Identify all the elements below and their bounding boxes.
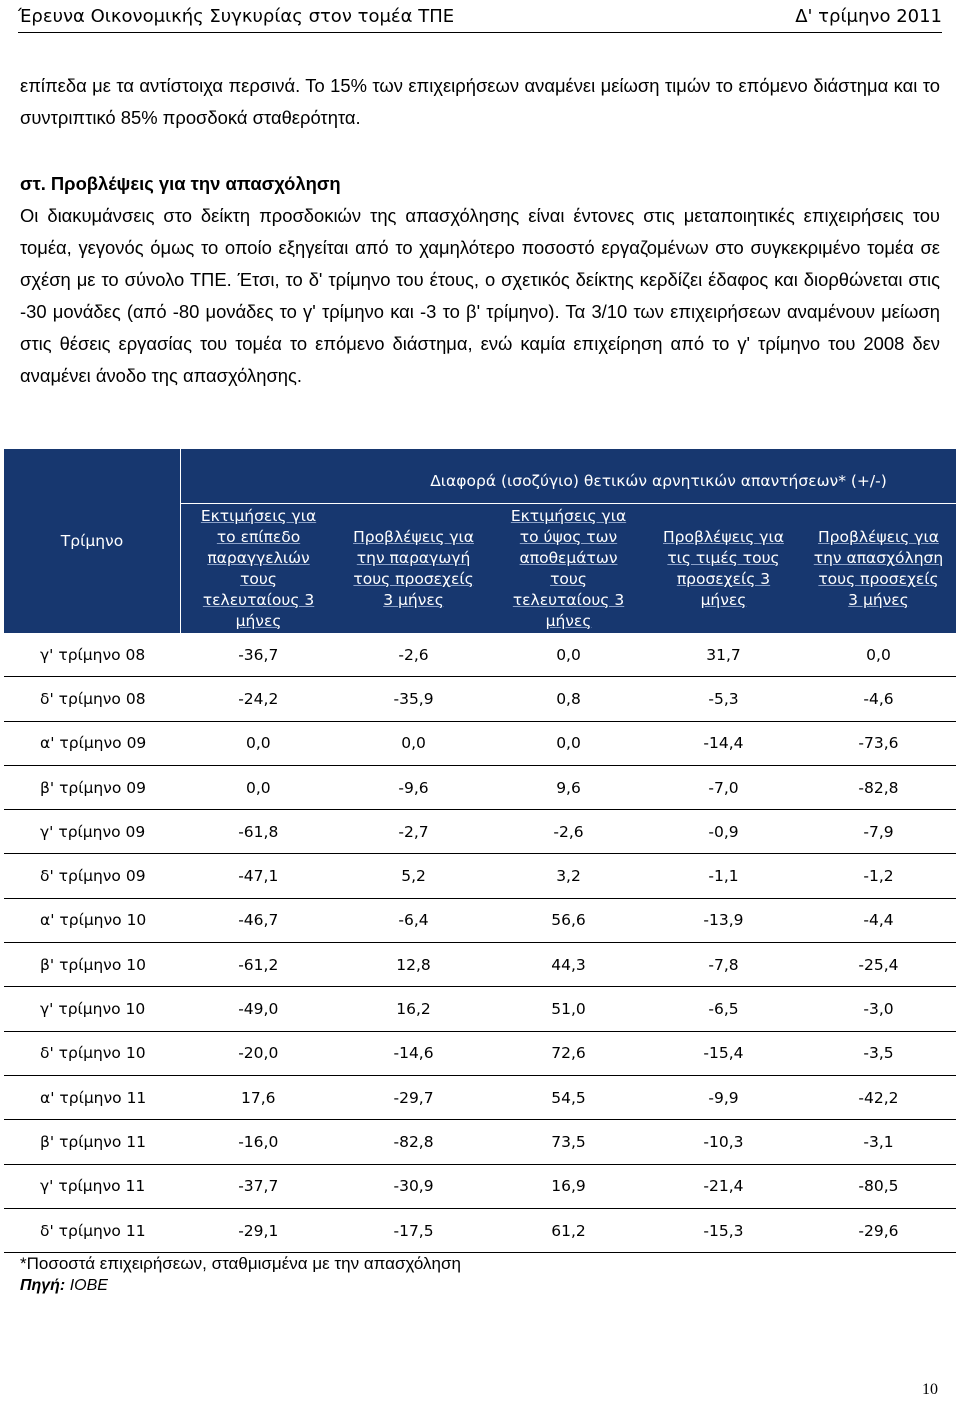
- value-cell: 54,5: [491, 1075, 646, 1119]
- value-cell: -35,9: [336, 677, 491, 721]
- column-header-text: Προβλέψεις για την παραγωγή τους προσεχείς 3 μήνες: [353, 527, 475, 609]
- value-cell: -30,9: [336, 1164, 491, 1208]
- quarter-cell: γ' τρίμηνο 08: [4, 633, 181, 677]
- value-cell: -29,6: [801, 1208, 956, 1252]
- value-cell: -5,3: [646, 677, 801, 721]
- footnote: *Ποσοστά επιχειρήσεων, σταθμισμένα με την απασχόληση: [20, 1254, 461, 1273]
- value-cell: 5,2: [336, 854, 491, 898]
- value-cell: -49,0: [181, 987, 337, 1031]
- quarter-cell: α' τρίμηνο 09: [4, 721, 181, 765]
- value-cell: 16,2: [336, 987, 491, 1031]
- value-cell: -16,0: [181, 1120, 337, 1164]
- quarter-cell: δ' τρίμηνο 11: [4, 1208, 181, 1252]
- quarter-cell: γ' τρίμηνο 10: [4, 987, 181, 1031]
- value-cell: 9,6: [491, 765, 646, 809]
- column-header-text: Προβλέψεις για τις τιμές τους προσεχείς 3 μήνες: [663, 527, 784, 609]
- value-cell: -3,1: [801, 1120, 956, 1164]
- value-cell: -2,6: [491, 810, 646, 854]
- value-cell: -17,5: [336, 1208, 491, 1252]
- table-row: [4, 765, 956, 809]
- column-header-1: [181, 504, 337, 634]
- value-cell: -42,2: [801, 1075, 956, 1119]
- table-row: [4, 1075, 956, 1119]
- source-label: Πηγή:: [20, 1277, 66, 1294]
- value-cell: -13,9: [646, 898, 801, 942]
- value-cell: -4,6: [801, 677, 956, 721]
- quarter-cell: δ' τρίμηνο 08: [4, 677, 181, 721]
- report-period: Δ' τρίμηνο 2011: [795, 6, 942, 27]
- column-header-text: Εκτιμήσεις για το επίπεδο παραγγελιών τους τελευταίους 3 μήνες: [200, 506, 317, 630]
- report-title: Έρευνα Οικονομικής Συγκυρίας στον τομέα ΤΠΕ: [18, 6, 455, 27]
- value-cell: -61,8: [181, 810, 337, 854]
- value-cell: -73,6: [801, 721, 956, 765]
- column-header-text: Εκτιμήσεις για το ύψος των αποθεμάτων τους τελευταίους 3 μήνες: [510, 506, 627, 630]
- value-cell: -9,6: [336, 765, 491, 809]
- table-row: [4, 854, 956, 898]
- quarter-cell: α' τρίμηνο 10: [4, 898, 181, 942]
- value-cell: 51,0: [491, 987, 646, 1031]
- value-cell: 61,2: [491, 1208, 646, 1252]
- value-cell: -1,1: [646, 854, 801, 898]
- value-cell: -37,7: [181, 1164, 337, 1208]
- column-header-4: [646, 504, 801, 634]
- source-line: [20, 1277, 108, 1295]
- table-row: [4, 1031, 956, 1075]
- value-cell: 0,0: [491, 721, 646, 765]
- table-row: [4, 810, 956, 854]
- section-paragraph: Οι διακυμάνσεις στο δείκτη προσδοκιών της απασχόλησης είναι έντονες στις μεταποιητικές επιχειρήσεις του τομέα, γεγονός όμως το οποίο εξηγείται από το χαμηλότερο ποσοστό εργαζομένων στο συγκεκριμένο τομέα σε σχέση με το σύνολο ΤΠΕ. Έτσι, το δ' τρίμηνο του έτους, ο σχετικός δείκτης κερδίζει έδαφος και διορθώνεται στις -30 μονάδες (από -80 μονάδες το γ' τρίμηνο και -3 το β' τρίμηνο). Τα 3/10 των επιχειρήσεων αναμένουν μείωση στις θέσεις εργασίας του τομέα το επόμενο διάστημα, ενώ καμία επιχείρηση από το γ' τρίμηνο του 2008 δεν αναμένει άνοδο της απασχόλησης.: [20, 205, 940, 386]
- quarter-cell: β' τρίμηνο 11: [4, 1120, 181, 1164]
- quarter-cell: α' τρίμηνο 11: [4, 1075, 181, 1119]
- page-header: [18, 2, 942, 33]
- value-cell: -82,8: [336, 1120, 491, 1164]
- table-row: [4, 987, 956, 1031]
- value-cell: -47,1: [181, 854, 337, 898]
- balance-table: [4, 449, 956, 1253]
- value-cell: 0,8: [491, 677, 646, 721]
- value-cell: 0,0: [336, 721, 491, 765]
- value-cell: -4,4: [801, 898, 956, 942]
- value-cell: 73,5: [491, 1120, 646, 1164]
- value-cell: -9,9: [646, 1075, 801, 1119]
- column-header-2: [336, 504, 491, 634]
- super-header-text: Διαφορά (ισοζύγιο) θετικών αρνητικών απαντήσεων* (+/-): [430, 472, 887, 490]
- value-cell: -2,6: [336, 633, 491, 677]
- quarter-column-header: Τρίμηνο: [4, 449, 181, 633]
- value-cell: -20,0: [181, 1031, 337, 1075]
- value-cell: 72,6: [491, 1031, 646, 1075]
- value-cell: -29,1: [181, 1208, 337, 1252]
- value-cell: -14,6: [336, 1031, 491, 1075]
- value-cell: -3,0: [801, 987, 956, 1031]
- section-number: στ.: [20, 173, 46, 194]
- value-cell: -3,5: [801, 1031, 956, 1075]
- table-row: [4, 633, 956, 677]
- table-row: [4, 677, 956, 721]
- value-cell: 17,6: [181, 1075, 337, 1119]
- table-row: [4, 721, 956, 765]
- value-cell: 3,2: [491, 854, 646, 898]
- column-header-3: [491, 504, 646, 634]
- value-cell: -25,4: [801, 943, 956, 987]
- quarter-cell: β' τρίμηνο 09: [4, 765, 181, 809]
- value-cell: -10,3: [646, 1120, 801, 1164]
- table-row: [4, 943, 956, 987]
- table-row: [4, 898, 956, 942]
- value-cell: 31,7: [646, 633, 801, 677]
- table-row: [4, 1164, 956, 1208]
- value-cell: -6,4: [336, 898, 491, 942]
- quarter-cell: δ' τρίμηνο 10: [4, 1031, 181, 1075]
- value-cell: -6,5: [646, 987, 801, 1031]
- section-heading: [20, 168, 341, 200]
- value-cell: -7,8: [646, 943, 801, 987]
- value-cell: -80,5: [801, 1164, 956, 1208]
- table-super-header: [181, 449, 957, 504]
- value-cell: -2,7: [336, 810, 491, 854]
- value-cell: 12,8: [336, 943, 491, 987]
- value-cell: -7,9: [801, 810, 956, 854]
- quarter-cell: β' τρίμηνο 10: [4, 943, 181, 987]
- value-cell: 0,0: [801, 633, 956, 677]
- quarter-cell: γ' τρίμηνο 11: [4, 1164, 181, 1208]
- table-row: [4, 1120, 956, 1164]
- value-cell: -21,4: [646, 1164, 801, 1208]
- value-cell: -0,9: [646, 810, 801, 854]
- value-cell: 16,9: [491, 1164, 646, 1208]
- value-cell: -15,3: [646, 1208, 801, 1252]
- value-cell: -82,8: [801, 765, 956, 809]
- value-cell: -15,4: [646, 1031, 801, 1075]
- value-cell: -29,7: [336, 1075, 491, 1119]
- intro-paragraph: επίπεδα με τα αντίστοιχα περσινά. Το 15% των επιχειρήσεων αναμένει μείωση τιμών το επόμενο διάστημα και το συντριπτικό 85% προσδοκά σταθερότητα.: [20, 75, 940, 128]
- value-cell: -61,2: [181, 943, 337, 987]
- value-cell: -36,7: [181, 633, 337, 677]
- quarter-cell: δ' τρίμηνο 09: [4, 854, 181, 898]
- value-cell: -14,4: [646, 721, 801, 765]
- section-title: Προβλέψεις για την απασχόληση: [50, 173, 341, 194]
- column-header-text: Προβλέψεις για την απασχόληση τους προσεχείς 3 μήνες: [813, 527, 944, 609]
- value-cell: -1,2: [801, 854, 956, 898]
- page-number: 10: [922, 1381, 938, 1398]
- value-cell: -24,2: [181, 677, 337, 721]
- source-value: ΙΟΒΕ: [69, 1277, 108, 1294]
- column-header-5: [801, 504, 956, 634]
- quarter-cell: γ' τρίμηνο 09: [4, 810, 181, 854]
- value-cell: -46,7: [181, 898, 337, 942]
- value-cell: 0,0: [181, 721, 337, 765]
- value-cell: 56,6: [491, 898, 646, 942]
- table-row: [4, 1208, 956, 1252]
- value-cell: 0,0: [181, 765, 337, 809]
- value-cell: -7,0: [646, 765, 801, 809]
- value-cell: 44,3: [491, 943, 646, 987]
- value-cell: 0,0: [491, 633, 646, 677]
